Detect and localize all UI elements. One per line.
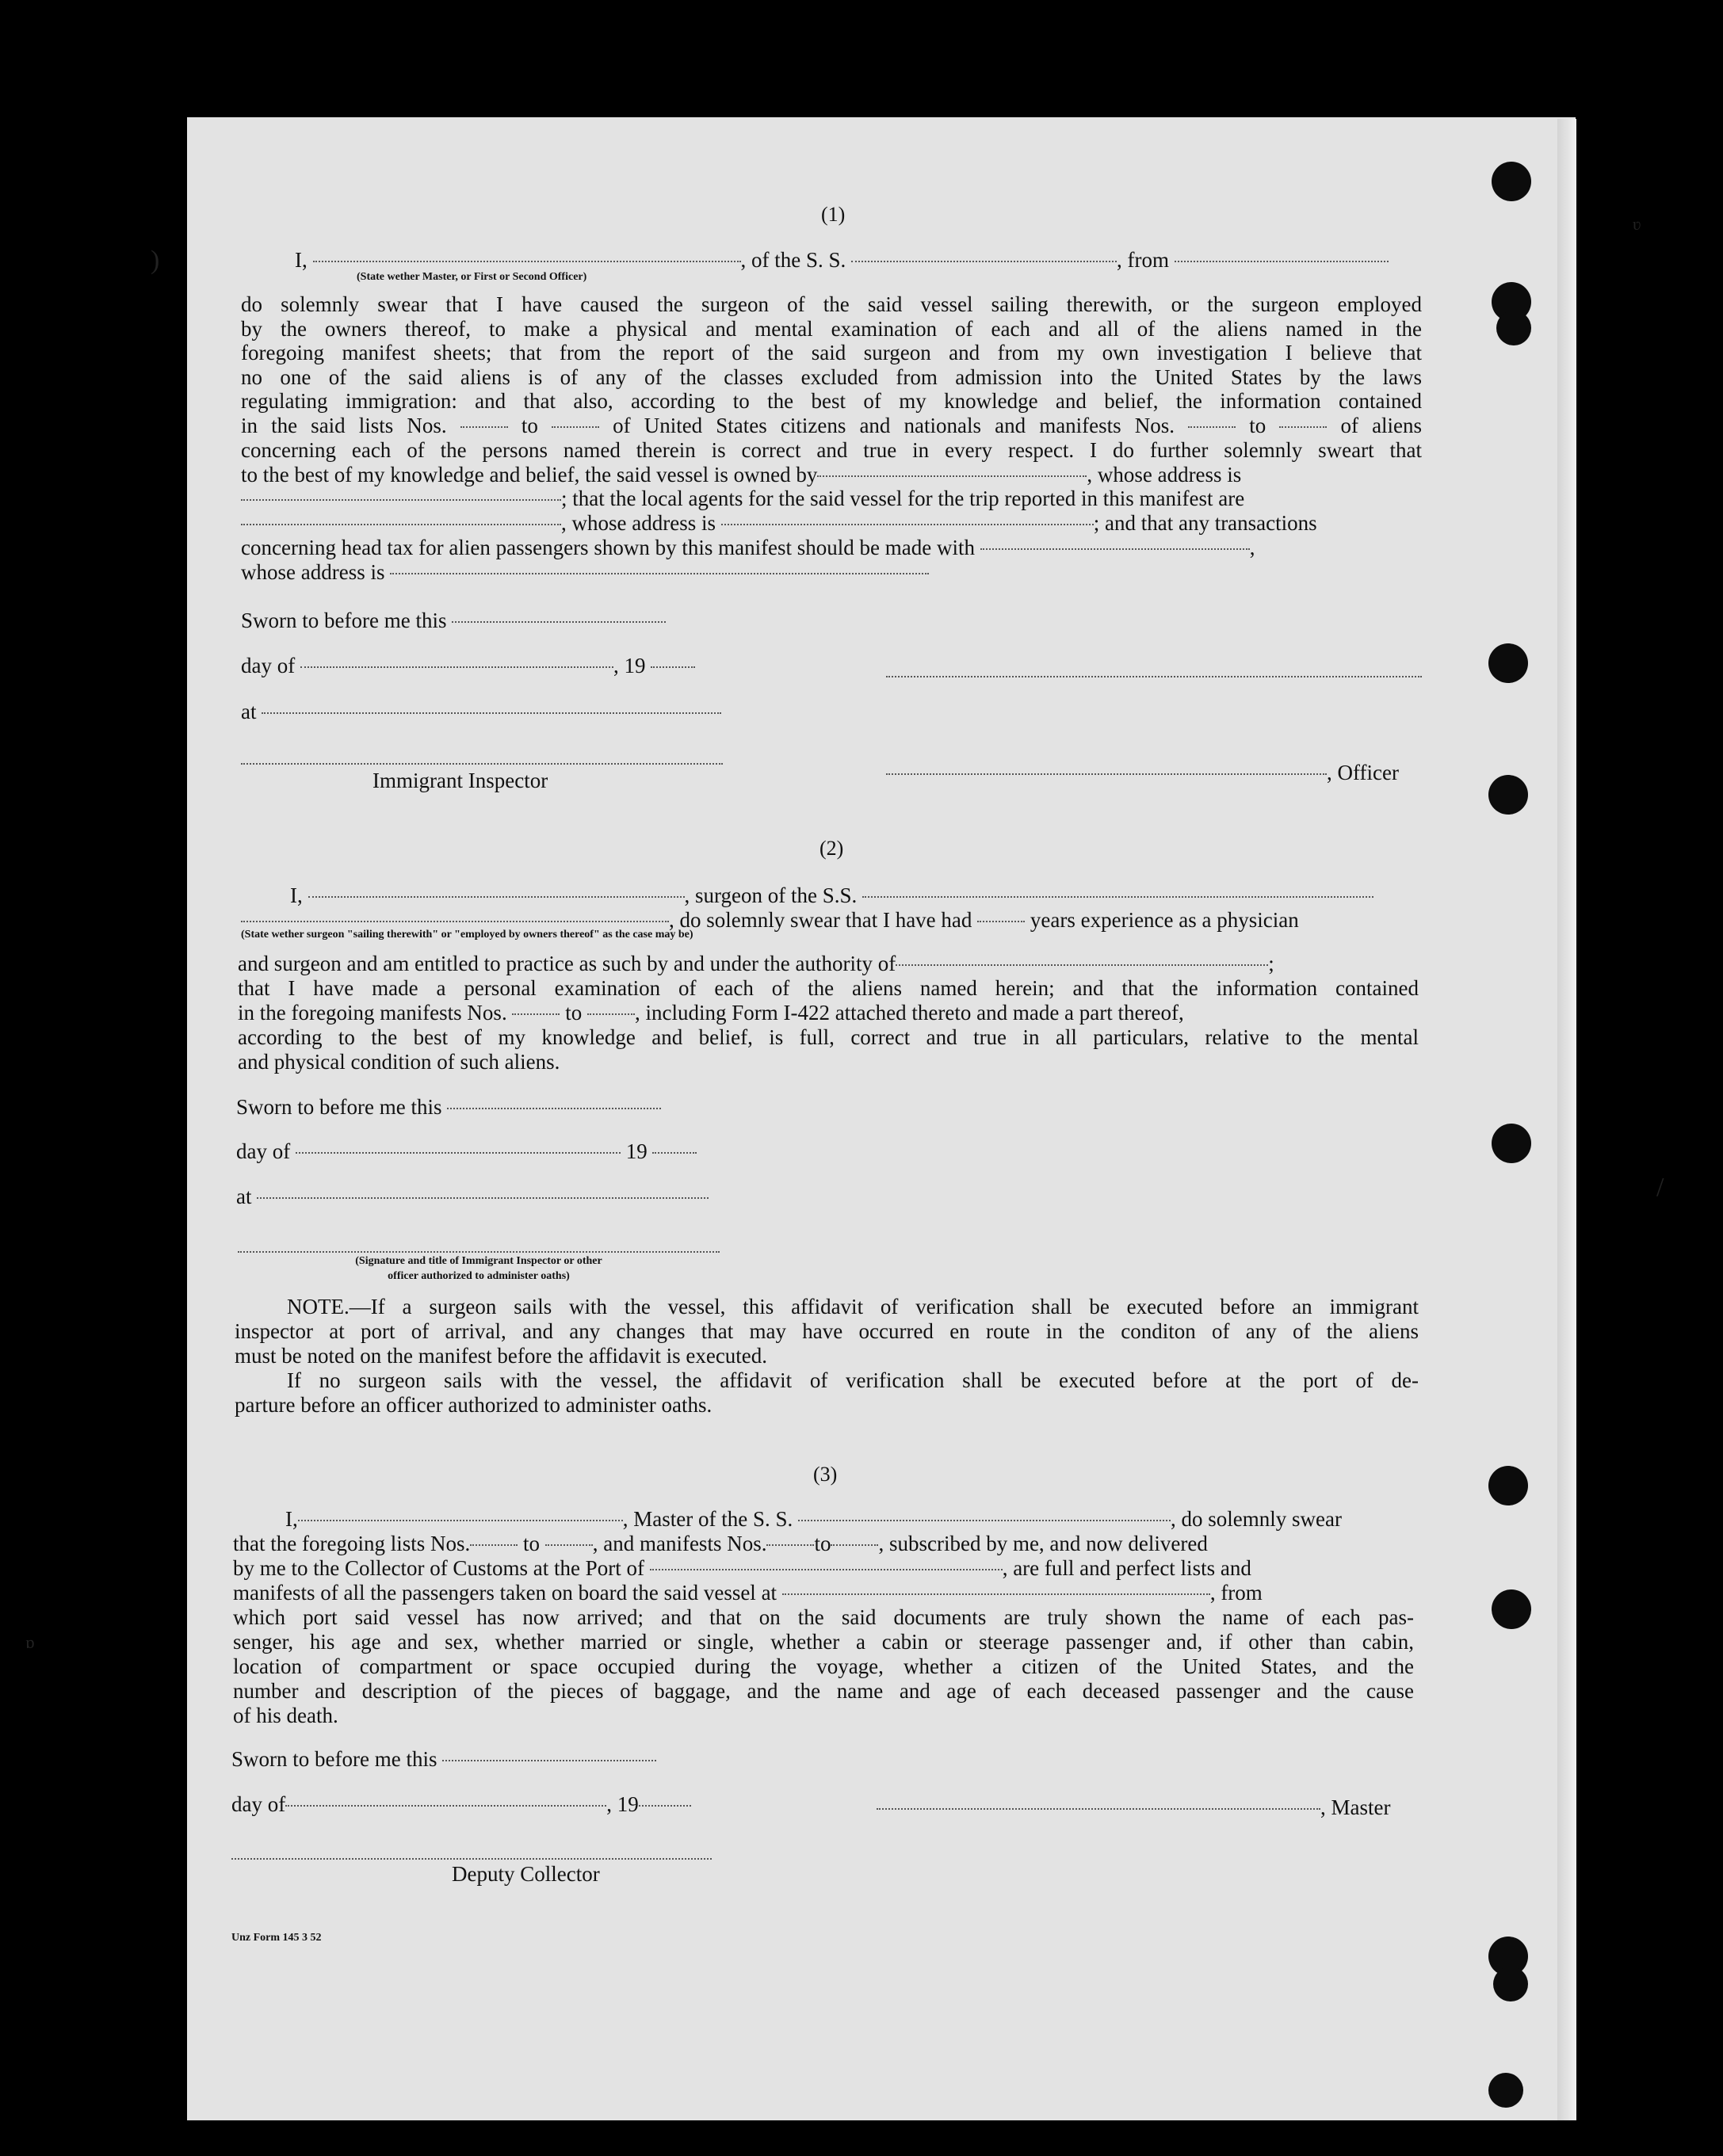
field-caption: (State wether Master, or First or Second Officer) (357, 271, 587, 283)
form-text: , whose address is (1087, 463, 1242, 487)
blank-field (241, 498, 561, 501)
form-text: , Master of the S. S. (622, 1507, 793, 1531)
paragraph-line (241, 463, 1241, 487)
blank-field (241, 523, 561, 525)
form-text: in the foregoing manifests Nos. (238, 1001, 507, 1025)
paragraph-line: regulating immigration: and that also, according to the best of my knowledge and belief, the information contained (241, 389, 1422, 413)
form-text: , from (1117, 248, 1169, 272)
at-line (241, 700, 721, 723)
paragraph-line: that I have made a personal examination of each of the aliens named herein; and that the information contained (238, 976, 1419, 1000)
form-number: Unz Form 145 3 52 (231, 1932, 322, 1944)
scan-mark: / (1656, 1173, 1664, 1202)
form-text: day of (236, 1139, 291, 1163)
blank-field (766, 1544, 814, 1546)
form-text: ; that the local agents for the said vessel for the trip reported in this manifest are (561, 487, 1245, 510)
form-text: day of (231, 1792, 286, 1816)
blank-field (721, 523, 1094, 525)
blank-field (817, 475, 1087, 477)
at-line (236, 1185, 709, 1208)
blank-field (652, 1151, 697, 1154)
paragraph-line: location of compartment or space occupied during the voyage, whether a citizen of the United States, and the (233, 1654, 1414, 1678)
form-text: , subscribed by me, and now delivered (878, 1532, 1208, 1555)
day-line (231, 1792, 691, 1816)
paragraph-line (233, 1532, 1208, 1555)
blank-field (1188, 425, 1236, 428)
inspector-label: Immigrant Inspector (372, 769, 548, 792)
section-number: (1) (821, 203, 846, 226)
paragraph-line: which port said vessel has now arrived; and that on the said documents are truly shown the name of each pas- (233, 1605, 1414, 1629)
form-text: at (241, 700, 257, 723)
blank-field (862, 895, 1373, 898)
blank-field (886, 773, 1327, 775)
blank-field (313, 260, 741, 262)
paragraph-line: according to the best of my knowledge and belief, is full, correct and true in all particulars, relative to the mental (238, 1025, 1419, 1049)
form-text: , 19 (606, 1792, 639, 1816)
blank-field (470, 1544, 518, 1546)
blank-field (651, 666, 695, 668)
form-text: to (522, 1532, 540, 1555)
blank-field (460, 425, 508, 428)
blank-field (296, 1151, 621, 1154)
form-text: I, (285, 1507, 298, 1531)
blank-field (447, 1107, 661, 1109)
form-text: to (521, 414, 538, 437)
form-text: , do solemnly swear (1170, 1507, 1342, 1531)
blank-field (512, 1013, 560, 1015)
form-text: Sworn to before me this (236, 1095, 442, 1119)
paragraph-line (233, 1556, 1251, 1580)
blank-field (262, 712, 721, 714)
punch-hole (1488, 643, 1528, 683)
form-text: to (1249, 414, 1266, 437)
form-text: ; (1268, 952, 1274, 975)
form-text: whose address is (241, 560, 385, 584)
blank-field (298, 1519, 623, 1521)
form-text: , including Form I-422 attached thereto and made a part thereof, (634, 1001, 1184, 1025)
officer-line (886, 761, 1399, 784)
blank-field (442, 1759, 656, 1761)
blank-field (782, 1593, 1210, 1595)
form-text: concerning head tax for alien passengers shown by this manifest should be made with (241, 536, 976, 559)
oath-line (285, 1507, 1342, 1531)
blank-field (308, 895, 685, 898)
scan-mark: ɒ (25, 1632, 35, 1652)
paragraph-line: concerning each of the persons named therein is correct and true in every respect. I do further solemnly sweart that (241, 438, 1422, 462)
deputy-label: Deputy Collector (452, 1862, 600, 1886)
form-text: , of the S. S. (740, 248, 846, 272)
paragraph-line: number and description of the pieces of baggage, and the name and age of each deceased passenger and the cause (233, 1679, 1414, 1703)
form-text: , surgeon of the S.S. (684, 883, 858, 907)
scan-mark: ) (151, 246, 160, 275)
blank-field (798, 1519, 1171, 1521)
blank-field (851, 260, 1117, 262)
paragraph-line (241, 487, 1244, 510)
scan-mark: ʋ (1633, 214, 1641, 234)
form-text: to (814, 1532, 831, 1555)
page-edge-shadow (1557, 119, 1576, 2120)
paragraph-line (241, 511, 1317, 535)
blank-field (241, 920, 669, 922)
form-text: 19 (625, 1139, 648, 1163)
punch-hole (1492, 1124, 1531, 1163)
section-number: (2) (819, 837, 844, 860)
form-text: , (1249, 536, 1255, 559)
note-line: If no surgeon sails with the vessel, the affidavit of verification shall be executed before at the port of de- (287, 1368, 1419, 1392)
form-text: in the said lists Nos. (241, 414, 447, 437)
note-line: must be noted on the manifest before the affidavit is executed. (235, 1344, 768, 1368)
form-text: Sworn to before me this (231, 1747, 437, 1771)
paragraph-line: foregoing manifest sheets; that from the report of the said surgeon and from my own investigation I believe that (241, 341, 1422, 364)
paragraph-line (238, 1001, 1184, 1025)
form-text: , Officer (1327, 761, 1399, 784)
blank-field (980, 548, 1250, 550)
paragraph-line (241, 414, 1422, 437)
paragraph-line: by the owners thereof, to make a physical and mental examination of each and all of the aliens named in the (241, 317, 1422, 341)
form-text: at (236, 1185, 252, 1208)
paragraph-line: senger, his age and sex, whether married or single, whether a cabin or steerage passenger and, if other than cabin, (233, 1630, 1414, 1654)
form-text: day of (241, 654, 296, 677)
form-text: , whose address is (561, 511, 716, 535)
blank-field (587, 1013, 635, 1015)
form-text: and surgeon and am entitled to practice as such by and under the authority of (238, 952, 896, 975)
paragraph-line: of his death. (233, 1704, 338, 1727)
form-text: I, (295, 248, 308, 272)
note-line: parture before an officer authorized to administer oaths. (235, 1393, 713, 1417)
paragraph-line (241, 560, 929, 584)
blank-field (545, 1544, 593, 1546)
blank-field (650, 1568, 1003, 1570)
signature-line (886, 675, 1422, 677)
sworn-line (241, 609, 666, 632)
blank-field (1279, 425, 1327, 428)
form-text: ; and that any transactions (1093, 511, 1317, 535)
punch-hole (1496, 311, 1531, 345)
paragraph-line: and physical condition of such aliens. (238, 1050, 560, 1074)
punch-hole (1492, 162, 1531, 201)
paragraph-line (238, 952, 1274, 975)
form-text: , from (1209, 1581, 1263, 1605)
blank-field (831, 1544, 878, 1546)
oath-line (290, 883, 1373, 907)
note-line: NOTE.—If a surgeon sails with the vessel, this affidavit of verification shall be executed before an immigrant (287, 1295, 1419, 1318)
paragraph-line: do solemnly swear that I have caused the surgeon of the said vessel sailing therewith, or the surgeon employed (241, 292, 1422, 316)
master-line (877, 1795, 1390, 1819)
punch-hole (1488, 2073, 1523, 2108)
form-text: , and manifests Nos. (592, 1532, 767, 1555)
signature-caption: (Signature and title of Immigrant Inspector or other (355, 1255, 602, 1267)
blank-field (552, 425, 599, 428)
blank-field (639, 1804, 691, 1807)
form-text: of aliens (1340, 414, 1423, 437)
signature-caption: officer authorized to administer oaths) (388, 1270, 570, 1282)
sworn-line (231, 1747, 656, 1771)
punch-hole (1488, 1466, 1528, 1505)
form-text: to the best of my knowledge and belief, the said vessel is owned by (241, 463, 818, 487)
form-text: years experience as a physician (1030, 908, 1299, 932)
oath-line (295, 248, 1389, 272)
signature-line (231, 1857, 712, 1860)
form-text: , do solemnly swear that I have had (669, 908, 972, 932)
punch-hole (1488, 775, 1528, 815)
form-text: that the foregoing lists Nos. (233, 1532, 471, 1555)
blank-field (300, 666, 613, 668)
form-text: to (565, 1001, 583, 1025)
form-text: , are full and perfect lists and (1002, 1556, 1251, 1580)
blank-field (285, 1804, 606, 1807)
paragraph-line: no one of the said aliens is of any of the classes excluded from admission into the United States by the laws (241, 365, 1422, 389)
punch-hole (1492, 1589, 1531, 1629)
form-text: , Master (1320, 1795, 1391, 1819)
form-text: manifests of all the passengers taken on board the said vessel at (233, 1581, 777, 1605)
form-text: by me to the Collector of Customs at the Port of (233, 1556, 644, 1580)
signature-line (238, 1250, 720, 1253)
day-line (236, 1139, 697, 1163)
blank-field (896, 964, 1268, 966)
blank-field (877, 1807, 1320, 1810)
punch-hole (1493, 1967, 1528, 2001)
sworn-line (236, 1095, 661, 1119)
blank-field (977, 920, 1025, 922)
day-line (241, 654, 695, 677)
form-text: I, (290, 883, 303, 907)
paragraph-line (233, 1581, 1263, 1605)
paragraph-line (241, 536, 1255, 559)
signature-line (241, 762, 723, 765)
blank-field (390, 572, 929, 574)
section-number: (3) (813, 1463, 838, 1486)
blank-field (1175, 260, 1389, 262)
form-text: of United States citizens and nationals and manifests Nos. (613, 414, 1175, 437)
note-line: inspector at port of arrival, and any changes that may have occurred en route in the conditon of any of the aliens (235, 1319, 1419, 1343)
form-text: Sworn to before me this (241, 609, 447, 632)
blank-field (452, 620, 666, 623)
blank-field (257, 1196, 709, 1199)
form-text: , 19 (613, 654, 646, 677)
field-caption: (State wether surgeon "sailing therewith" or "employed by owners thereof" as the case may be) (241, 929, 693, 941)
